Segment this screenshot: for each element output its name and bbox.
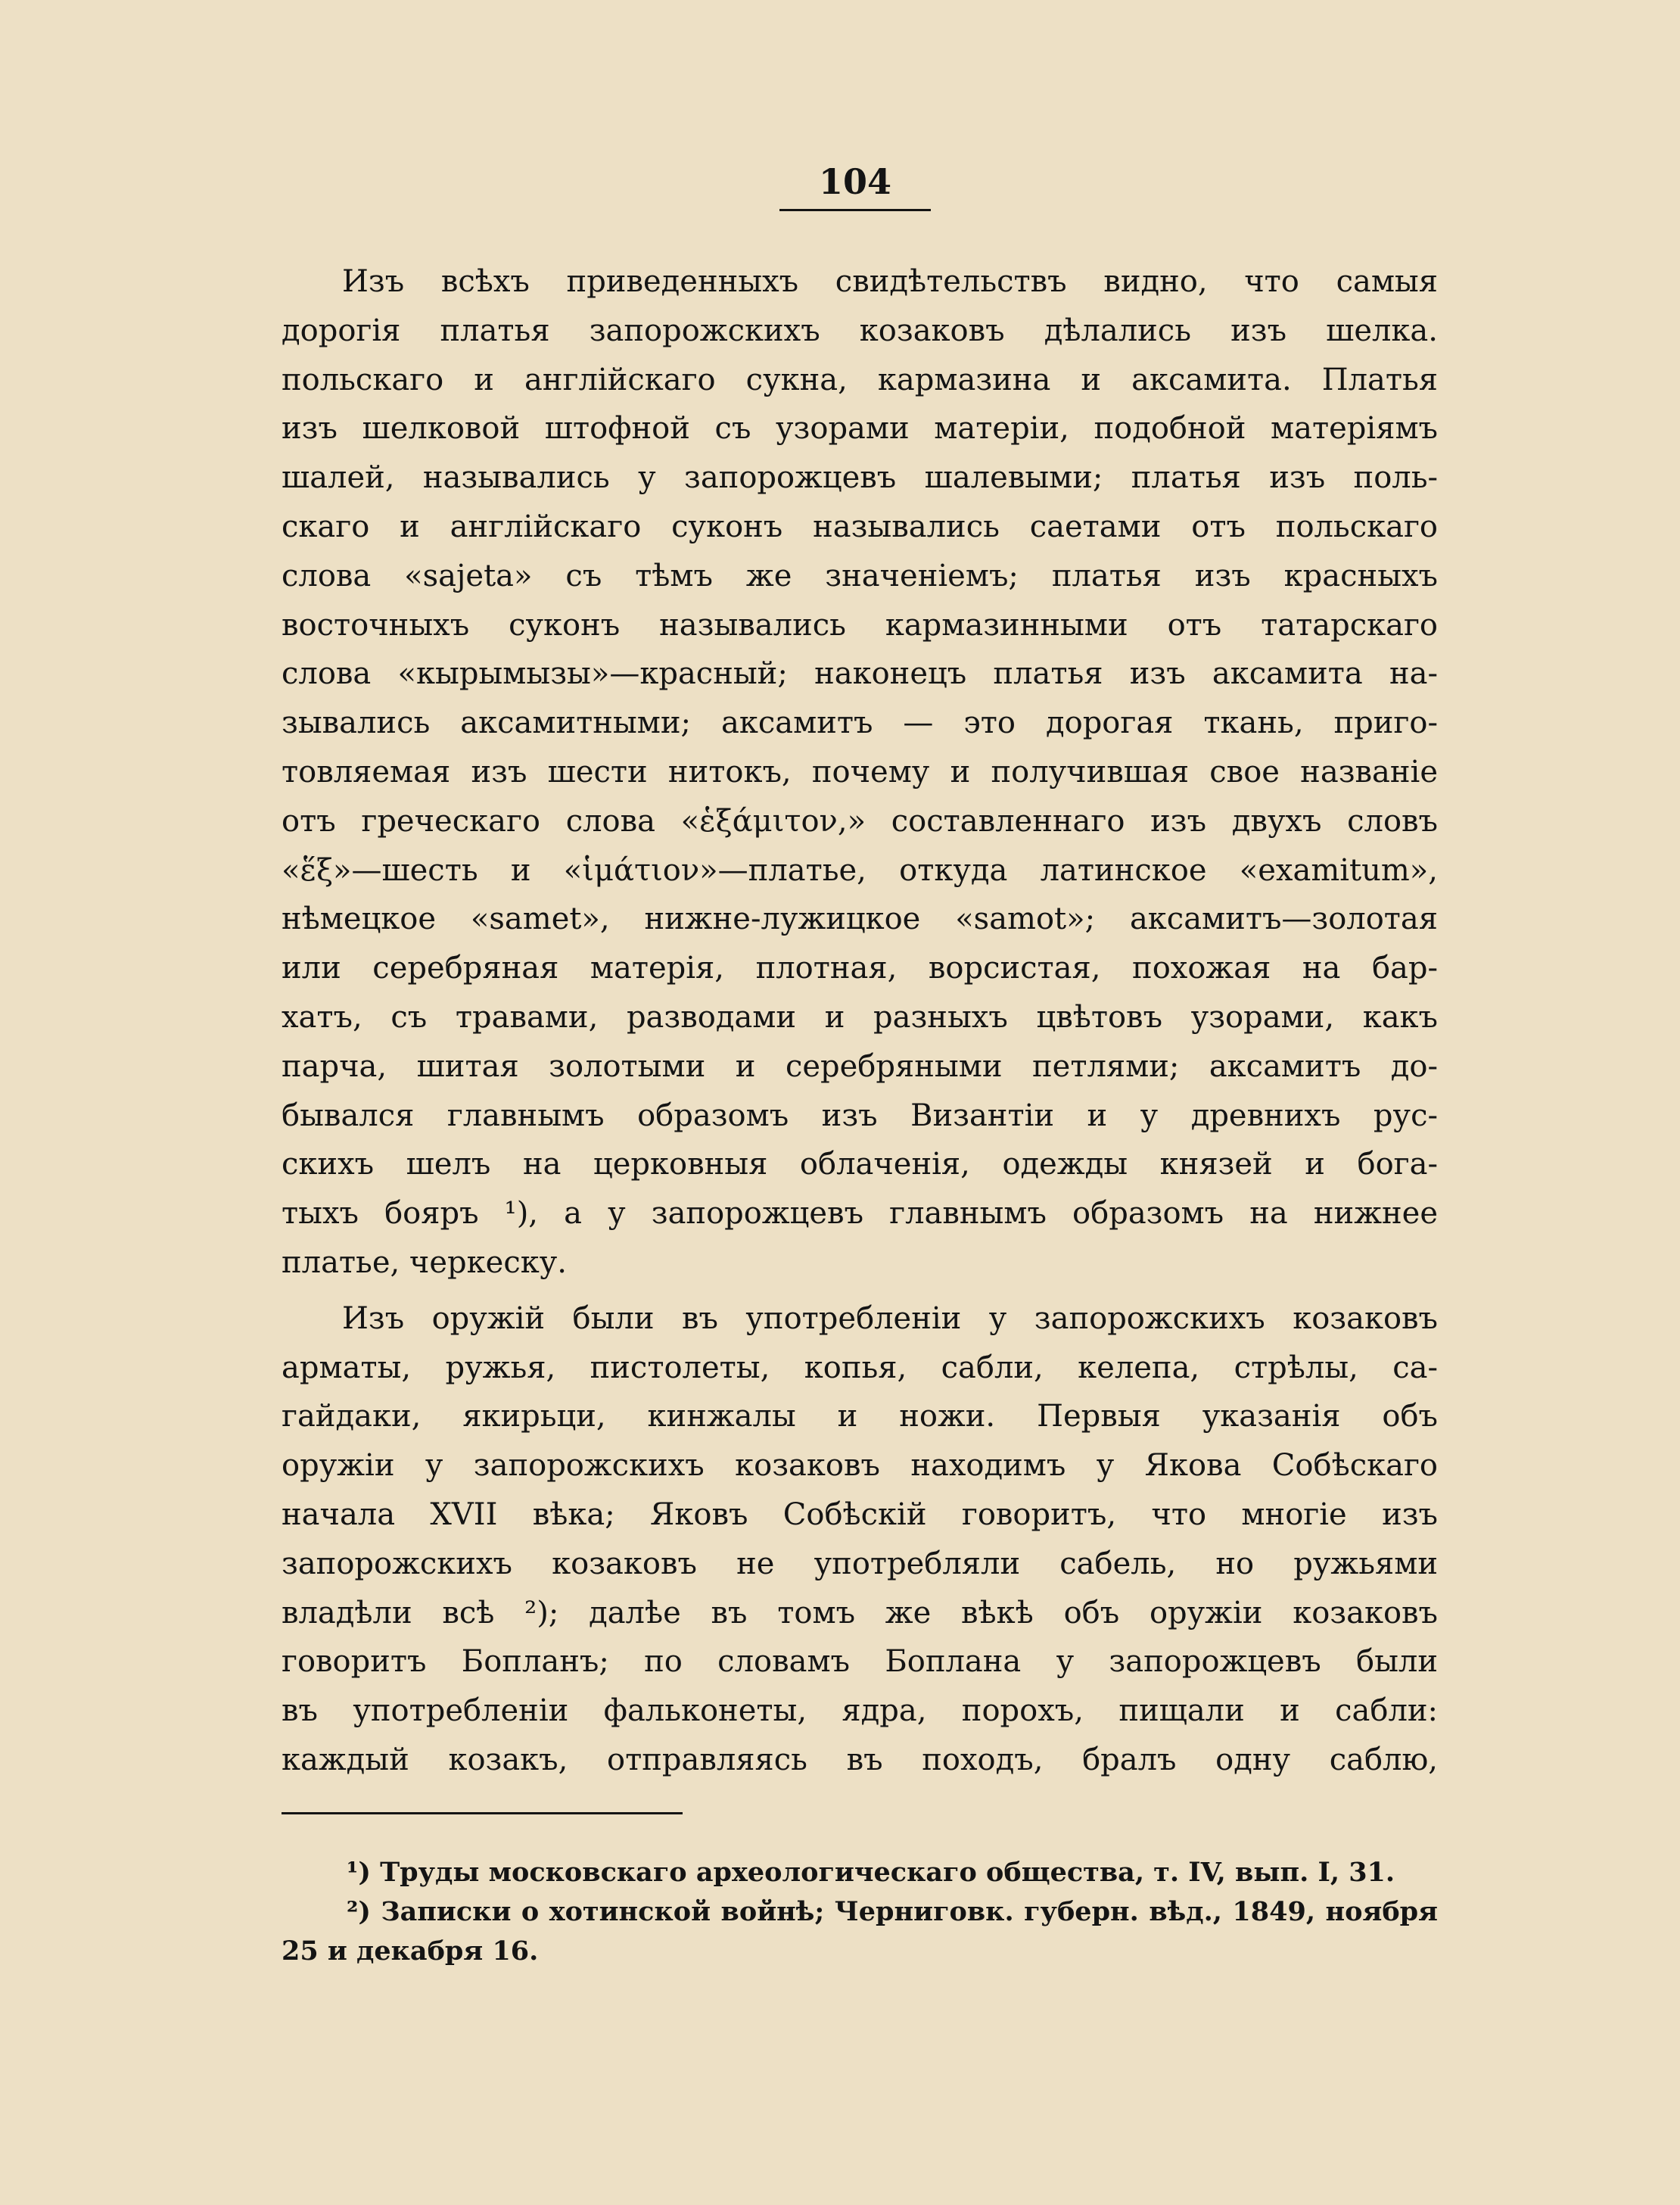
text-line: или серебряная матерія, плотная, ворсистая, похожая на бар- <box>282 951 1438 986</box>
paragraph-fabrics <box>282 257 1438 1288</box>
text-line: начала XVII вѣка; Яковъ Собѣскій говоритъ, что многіе изъ <box>282 1496 1438 1532</box>
text-line: платье, черкеску. <box>282 1244 567 1280</box>
paragraph-weapons <box>282 1294 1438 1785</box>
text-line: изъ шелковой штофной съ узорами матеріи, подобной матеріямъ <box>282 411 1438 447</box>
text-line: польскаго и англійскаго сукна, кармазина и аксамита. Платья <box>282 362 1438 397</box>
text-line: зывались аксамитными; аксамитъ — это дорогая ткань, приго- <box>282 705 1438 741</box>
text-line: оружіи у запорожскихъ козаковъ находимъ у Якова Собѣскаго <box>282 1448 1438 1484</box>
text-line: запорожскихъ козаковъ не употребляли сабель, но ружьями <box>282 1546 1438 1581</box>
footnote-line: ¹) Труды московскаго археологическаго общества, т. IV, вып. I, 31. <box>347 1857 1395 1888</box>
text-line: хатъ, съ травами, разводами и разныхъ цвѣтовъ узорами, какъ <box>282 999 1438 1035</box>
page-number-underline <box>779 209 931 211</box>
footnote-1 <box>282 1853 1438 1892</box>
text-line: дорогія платья запорожскихъ козаковъ дѣлались изъ шелка. <box>282 313 1438 348</box>
text-line: владѣли всѣ ²); далѣе въ томъ же вѣкѣ объ оружіи козаковъ <box>282 1595 1438 1630</box>
text-line: отъ греческаго слова «ἑξάμιτον,» составленнаго изъ двухъ словъ <box>282 803 1438 839</box>
text-line: нѣмецкое «samet», нижне-лужицкое «samot»; аксамитъ—золотая <box>282 902 1438 937</box>
text-line: «ἕξ»—шесть и «ἱμάτιον»—платье, откуда латинское «examitum», <box>282 852 1438 888</box>
footnotes <box>282 1853 1438 1971</box>
text-line: бывался главнымъ образомъ изъ Византіи и у древнихъ рус- <box>282 1098 1438 1133</box>
page-number: 104 <box>818 161 892 202</box>
text-line: скихъ шелъ на церковныя облаченія, одежды князей и бога- <box>282 1147 1438 1182</box>
text-line: слова «кырымызы»—красный; наконецъ платья изъ аксамита на- <box>282 656 1438 692</box>
main-text <box>282 257 1438 1785</box>
text-line: гайдаки, якирьци, кинжалы и ножи. Первыя указанія объ <box>282 1399 1438 1434</box>
footnote-2 <box>282 1892 1438 1971</box>
footnote-line: ²) Записки о хотинской войнѣ; Черниговк. губерн. вѣд., 1849, ноября <box>347 1896 1438 1927</box>
text-line: говоритъ Бопланъ; по словамъ Боплана у запорожцевъ были <box>282 1644 1438 1680</box>
footnote-separator <box>282 1812 683 1814</box>
text-line: въ употребленіи фальконеты, ядра, порохъ, пищали и сабли: <box>282 1693 1438 1729</box>
text-line: арматы, ружья, пистолеты, копья, сабли, келепа, стрѣлы, са- <box>282 1350 1438 1385</box>
text-line: Изъ оружій были въ употребленіи у запорожскихъ козаковъ <box>342 1300 1438 1336</box>
text-line: каждый козакъ, отправляясь въ походъ, бралъ одну саблю, <box>282 1742 1438 1777</box>
text-line: слова «sajeta» съ тѣмъ же значеніемъ; платья изъ красныхъ <box>282 558 1438 593</box>
text-line: скаго и англійскаго суконъ назывались саетами отъ польскаго <box>282 509 1438 544</box>
text-line: товляемая изъ шести нитокъ, почему и получившая свое названіе <box>282 754 1438 790</box>
footnote-line: 25 и декабря 16. <box>282 1936 539 1967</box>
text-line: тыхъ бояръ ¹), а у запорожцевъ главнымъ образомъ на нижнее <box>282 1196 1438 1232</box>
text-line: Изъ всѣхъ приведенныхъ свидѣтельствъ видно, что самыя <box>342 264 1438 299</box>
text-line: парча, шитая золотыми и серебряными петлями; аксамитъ до- <box>282 1048 1438 1084</box>
text-line: восточныхъ суконъ назывались кармазинными отъ татарскаго <box>282 607 1438 643</box>
text-line: шалей, назывались у запорожцевъ шалевыми; платья изъ поль- <box>282 460 1438 496</box>
